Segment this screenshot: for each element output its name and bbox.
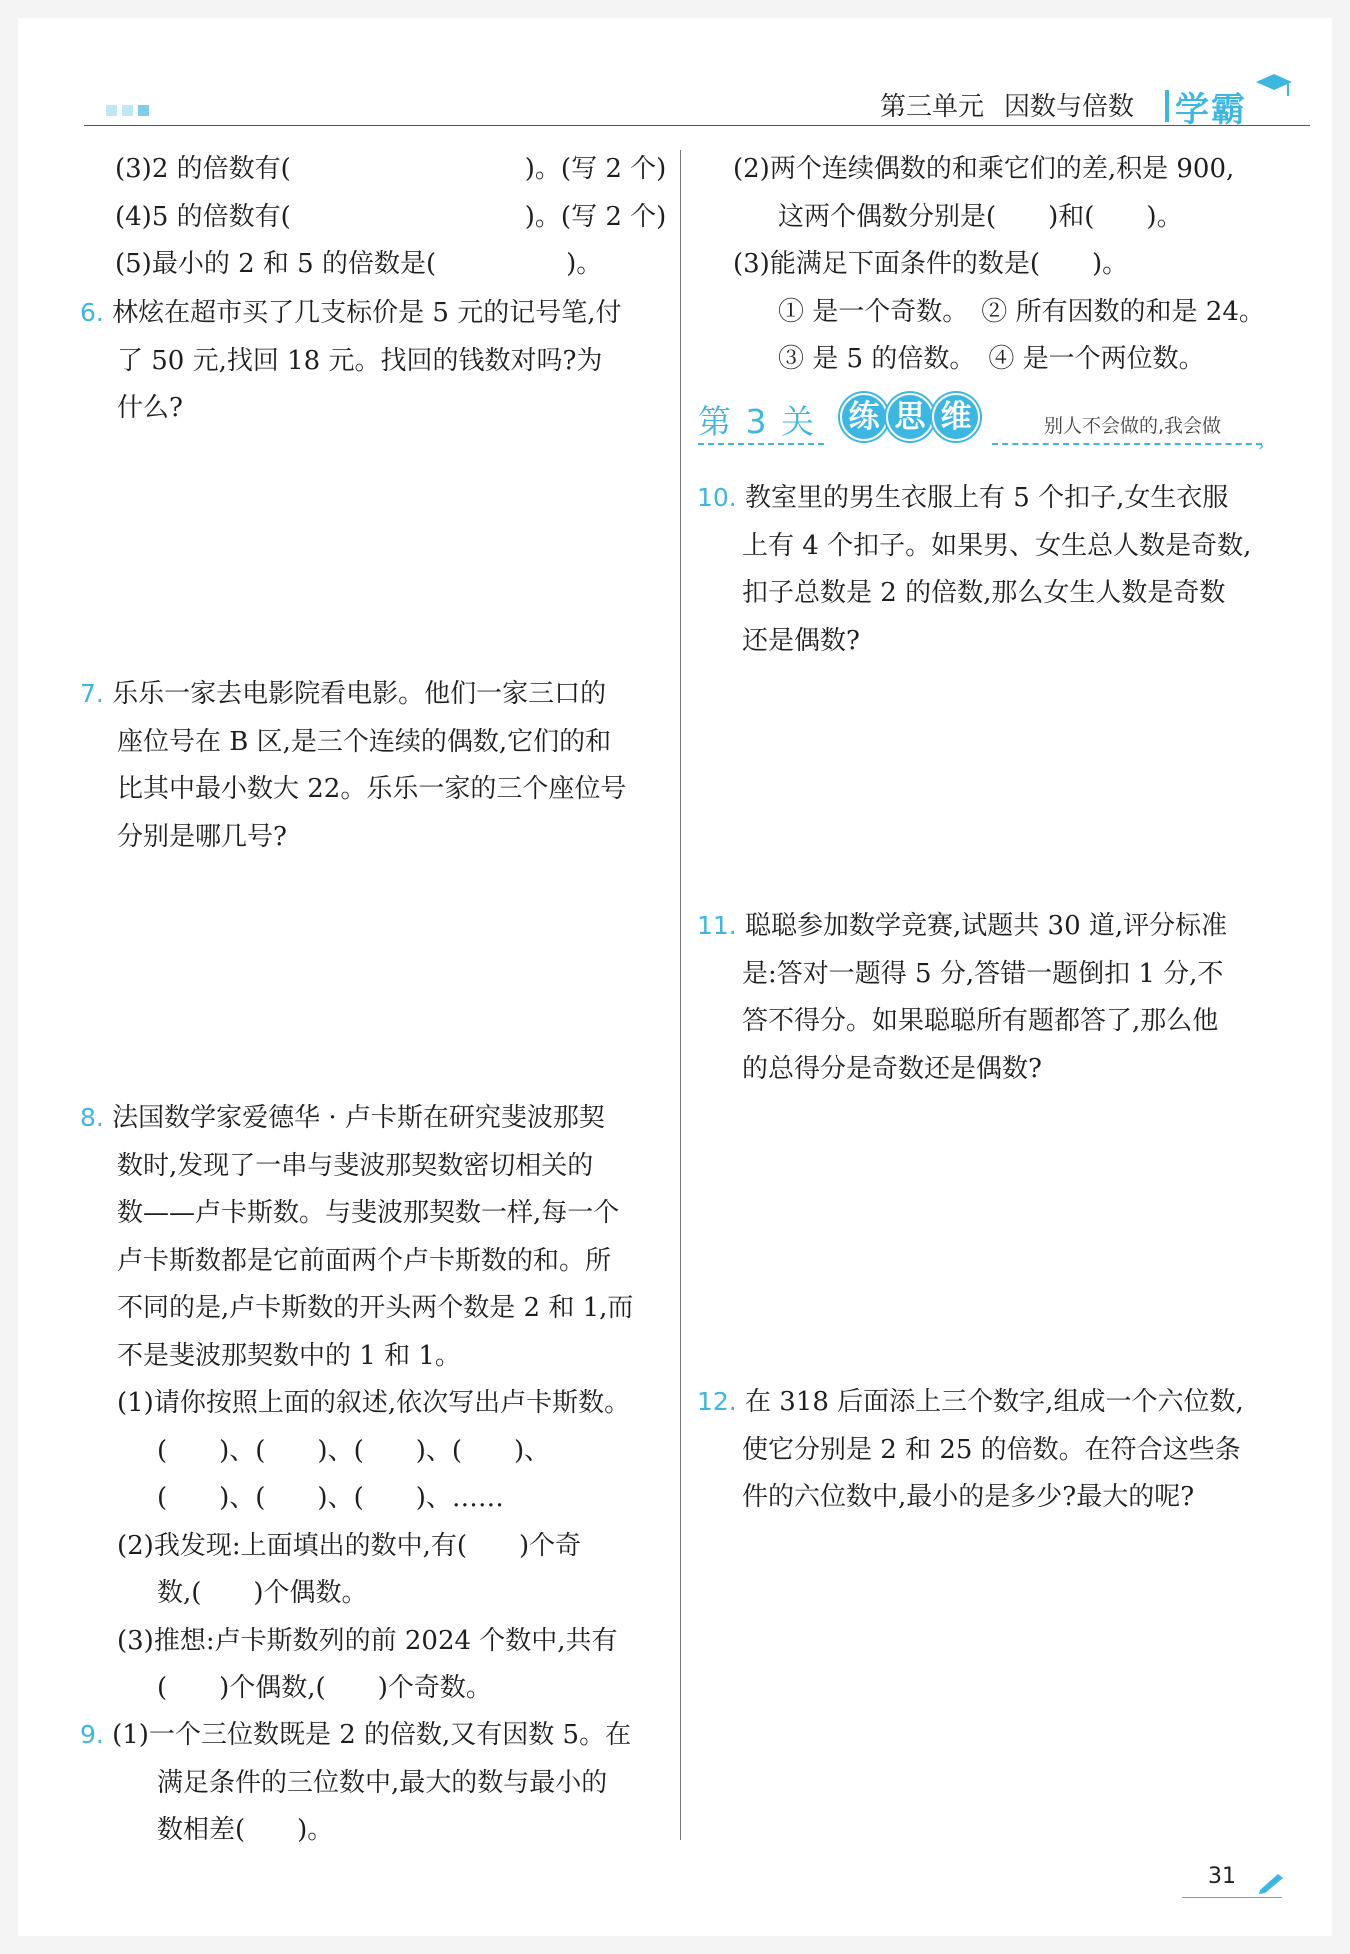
q6-number: 6. bbox=[80, 298, 104, 327]
q5-line-4: (4)5 的倍数有( )。(写 2 个) bbox=[115, 201, 667, 232]
q11-line-4: 的总得分是奇数还是偶数? bbox=[742, 1053, 1042, 1084]
q12-line-1: 在 318 后面添上三个数字,组成一个六位数, bbox=[745, 1387, 1244, 1417]
graduation-cap-icon bbox=[1254, 70, 1294, 106]
q11-line-3: 答不得分。如果聪聪所有题都答了,那么他 bbox=[742, 1006, 1219, 1036]
arrow-right-icon: › bbox=[1258, 436, 1265, 455]
q9-sub2-cont: 这两个偶数分别是( )和( )。 bbox=[778, 201, 1183, 232]
q7-line-3: 比其中最小数大 22。乐乐一家的三个座位号 bbox=[117, 774, 627, 804]
q12-line-2: 使它分别是 2 和 25 的倍数。在符合这些条 bbox=[742, 1434, 1241, 1465]
q5-line-3: (3)2 的倍数有( )。(写 2 个) bbox=[115, 154, 667, 184]
q8-line-4: 卢卡斯数都是它前面两个卢卡斯数的和。所 bbox=[117, 1245, 612, 1276]
unit-label: 第三单元 bbox=[880, 92, 985, 122]
q8-line-2: 数时,发现了一串与斐波那契数密切相关的 bbox=[117, 1150, 594, 1181]
header-rule bbox=[84, 125, 1310, 126]
page-number-rule bbox=[1182, 1897, 1282, 1898]
q12-line-3: 件的六位数中,最小的是多少?最大的呢? bbox=[742, 1482, 1195, 1512]
question-9-continued bbox=[733, 146, 1265, 384]
q9-sub2: (2)两个连续偶数的和乘它们的差,积是 900, bbox=[733, 154, 1235, 184]
section-level-label: 第 3 关 bbox=[698, 402, 816, 441]
q8-sub1-blanks-b: ( )、( )、( )、…… bbox=[157, 1483, 504, 1513]
q8-number: 8. bbox=[80, 1103, 104, 1132]
q8-sub1-blanks-a: ( )、( )、( )、( )、 bbox=[157, 1435, 551, 1466]
q9-line-2: 满足条件的三位数中,最大的数与最小的 bbox=[157, 1767, 608, 1798]
q9-line-3: 数相差( )。 bbox=[157, 1815, 334, 1845]
q8-sub2-cont: 数,( )个偶数。 bbox=[157, 1578, 368, 1608]
q7-line-1: 乐乐一家去电影院看电影。他们一家三口的 bbox=[112, 679, 607, 709]
q11-line-2: 是:答对一题得 5 分,答错一题倒扣 1 分,不 bbox=[742, 958, 1224, 989]
q9-condition-1-2: ① 是一个奇数。 ② 所有因数的和是 24。 bbox=[778, 296, 1265, 327]
q6-line-1: 林炫在超市买了几支标价是 5 元的记号笔,付 bbox=[112, 298, 622, 328]
q6-line-3: 什么? bbox=[117, 393, 183, 423]
q8-sub2: (2)我发现:上面填出的数中,有( )个奇 bbox=[117, 1530, 582, 1561]
brand-logo: 学霸 bbox=[1175, 90, 1247, 130]
q8-sub3-cont: ( )个偶数,( )个奇数。 bbox=[157, 1673, 492, 1703]
q10-line-1: 教室里的男生衣服上有 5 个扣子,女生衣服 bbox=[745, 483, 1229, 513]
brand-bar bbox=[1165, 90, 1169, 122]
q8-line-5: 不同的是,卢卡斯数的开头两个数是 2 和 1,而 bbox=[117, 1293, 634, 1323]
section-title-char: 思 bbox=[886, 393, 934, 441]
section-title-char: 练 bbox=[840, 393, 888, 441]
question-9 bbox=[80, 1711, 631, 1855]
section-banner bbox=[698, 393, 1278, 453]
section-title bbox=[840, 393, 978, 441]
q9-condition-3-4: ③ 是 5 的倍数。 ④ 是一个两位数。 bbox=[778, 344, 1205, 374]
q10-line-3: 扣子总数是 2 的倍数,那么女生人数是奇数 bbox=[742, 578, 1226, 608]
question-12 bbox=[697, 1378, 1244, 1522]
q10-line-2: 上有 4 个扣子。如果男、女生总人数是奇数, bbox=[742, 530, 1252, 561]
q8-line-1: 法国数学家爱德华 · 卢卡斯在研究斐波那契 bbox=[112, 1103, 605, 1133]
q6-line-2: 了 50 元,找回 18 元。找回的钱数对吗?为 bbox=[117, 345, 603, 376]
section-subtitle: 别人不会做的,我会做 bbox=[1044, 415, 1222, 437]
question-5-continued bbox=[115, 146, 666, 289]
question-11 bbox=[697, 902, 1227, 1093]
unit-title bbox=[880, 86, 1134, 123]
question-8 bbox=[80, 1094, 633, 1713]
q11-number: 11. bbox=[697, 911, 737, 940]
q7-number: 7. bbox=[80, 679, 104, 708]
q9-sub3: (3)能满足下面条件的数是( )。 bbox=[733, 249, 1129, 279]
header-decoration bbox=[106, 101, 154, 120]
q7-line-4: 分别是哪几号? bbox=[117, 821, 287, 852]
q12-number: 12. bbox=[697, 1387, 737, 1416]
q11-line-1: 聪聪参加数学竞赛,试题共 30 道,评分标准 bbox=[745, 911, 1228, 941]
page-number: 31 bbox=[1208, 1864, 1236, 1889]
question-6 bbox=[80, 289, 621, 433]
section-dashed-line bbox=[992, 443, 1262, 445]
question-7 bbox=[80, 670, 626, 861]
q9-number: 9. bbox=[80, 1720, 104, 1749]
q9-line-1: (1)一个三位数既是 2 的倍数,又有因数 5。在 bbox=[112, 1720, 632, 1750]
q10-number: 10. bbox=[697, 483, 737, 512]
q8-line-6: 不是斐波那契数中的 1 和 1。 bbox=[117, 1340, 461, 1371]
section-title-char: 维 bbox=[932, 393, 980, 441]
q8-sub1: (1)请你按照上面的叙述,依次写出卢卡斯数。 bbox=[117, 1388, 631, 1418]
column-divider bbox=[680, 150, 681, 1840]
section-underline bbox=[698, 443, 824, 445]
question-10 bbox=[697, 474, 1251, 665]
q7-line-2: 座位号在 B 区,是三个连续的偶数,它们的和 bbox=[117, 726, 612, 757]
topic-label: 因数与倍数 bbox=[1004, 92, 1135, 122]
q8-sub3: (3)推想:卢卡斯数列的前 2024 个数中,共有 bbox=[117, 1625, 618, 1656]
q8-line-3: 数——卢卡斯数。与斐波那契数一样,每一个 bbox=[117, 1198, 620, 1228]
q5-line-5: (5)最小的 2 和 5 的倍数是( )。 bbox=[115, 249, 603, 279]
q10-line-4: 还是偶数? bbox=[742, 625, 860, 656]
pencil-icon bbox=[1256, 1870, 1286, 1894]
